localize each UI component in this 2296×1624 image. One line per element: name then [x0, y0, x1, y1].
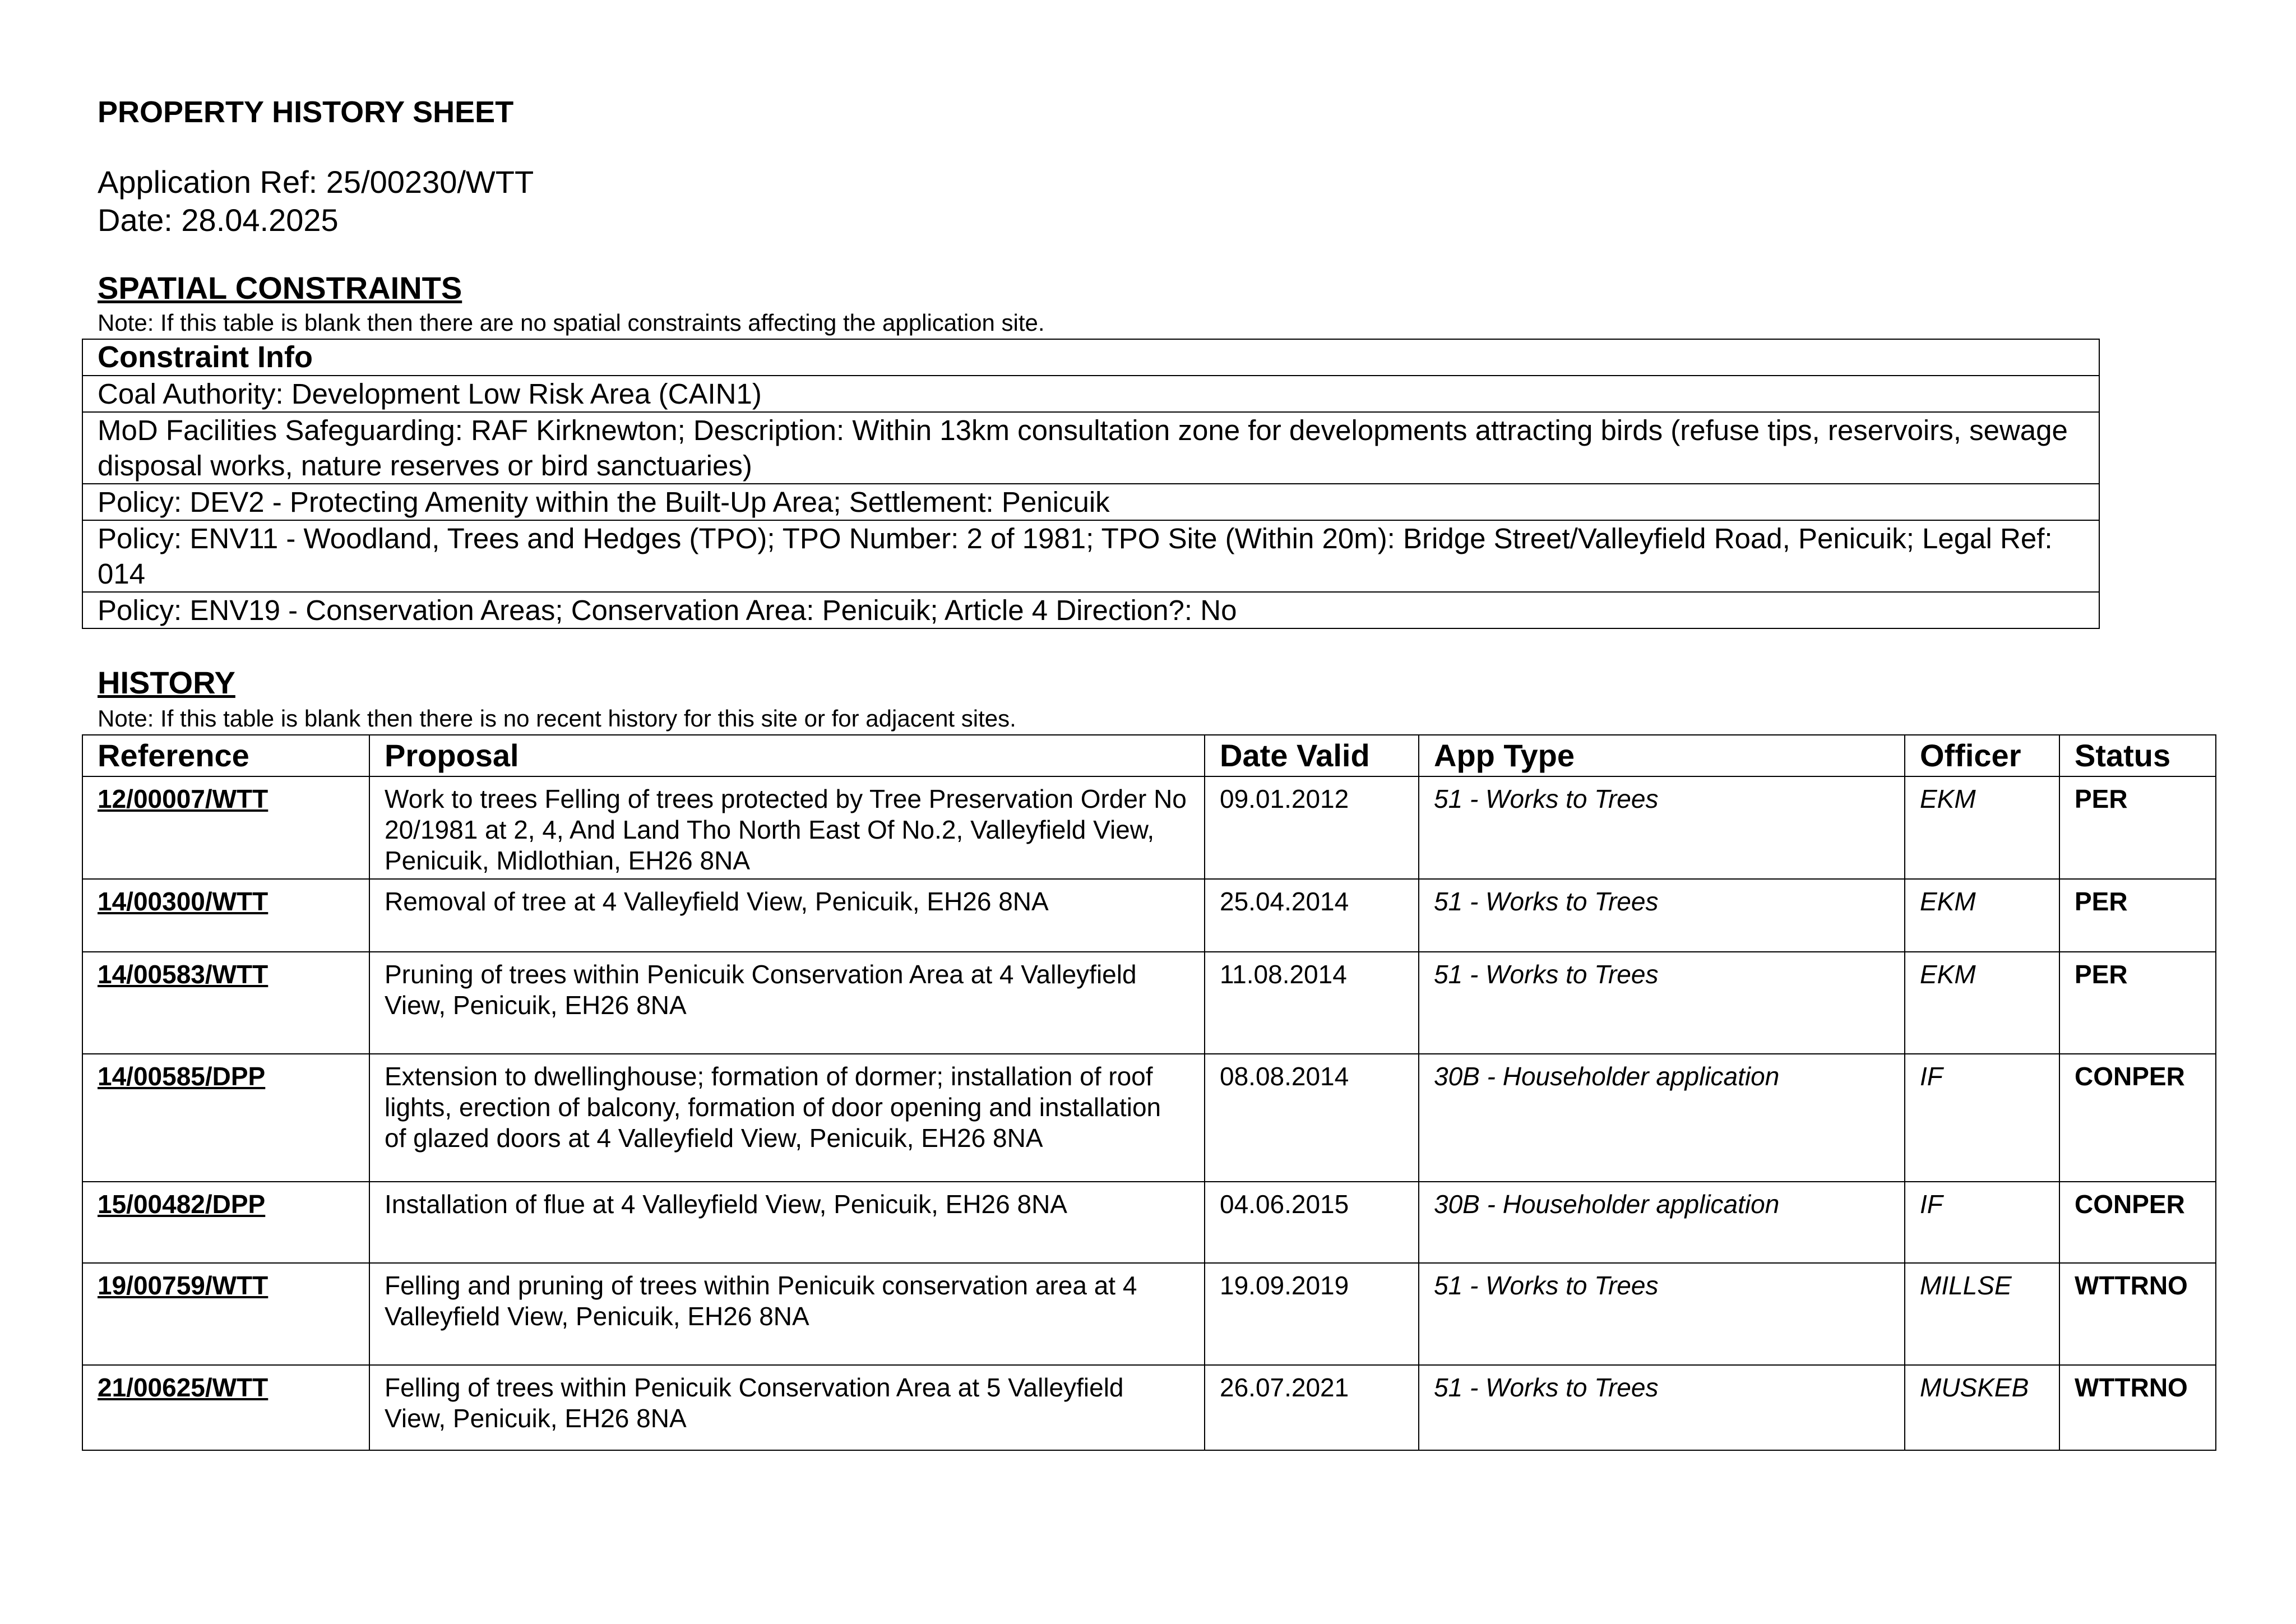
application-ref: Application Ref: 25/00230/WTT: [98, 164, 534, 200]
reference-link[interactable]: 14/00583/WTT: [82, 952, 369, 1054]
status-cell: WTTRNO: [2059, 1365, 2216, 1450]
table-row: [82, 879, 2216, 952]
reference-link[interactable]: 21/00625/WTT: [82, 1365, 369, 1450]
date-valid-cell: 26.07.2021: [1205, 1365, 1419, 1450]
proposal-cell: Extension to dwellinghouse; formation of dormer; installation of roof lights, erection of balcony, formation of door opening and installation of glazed doors at 4 Valleyfield View, Penicuik, EH26 8NA: [369, 1054, 1205, 1182]
proposal-cell: Felling and pruning of trees within Penicuik conservation area at 4 Valleyfield View, Penicuik, EH26 8NA: [369, 1263, 1205, 1365]
app-type-cell: 30B - Householder application: [1419, 1054, 1905, 1182]
proposal-cell: Pruning of trees within Penicuik Conservation Area at 4 Valleyfield View, Penicuik, EH26 8NA: [369, 952, 1205, 1054]
history-note: Note: If this table is blank then there is no recent history for this site or for adjacent sites.: [98, 705, 1016, 732]
date-valid-cell: 08.08.2014: [1205, 1054, 1419, 1182]
spatial-constraints-heading: SPATIAL CONSTRAINTS: [98, 270, 462, 306]
proposal-cell: Installation of flue at 4 Valleyfield View, Penicuik, EH26 8NA: [369, 1182, 1205, 1263]
status-cell: CONPER: [2059, 1182, 2216, 1263]
constraint-info-header: Constraint Info: [82, 339, 2099, 376]
constraint-row: [82, 484, 2099, 520]
table-row: [82, 1054, 2216, 1182]
constraint-row: [82, 520, 2099, 592]
app-type-cell: 51 - Works to Trees: [1419, 1263, 1905, 1365]
constraint-row: [82, 376, 2099, 412]
constraint-row: [82, 412, 2099, 484]
column-header-officer: Officer: [1905, 735, 2059, 776]
status-cell: CONPER: [2059, 1054, 2216, 1182]
officer-cell: EKM: [1905, 952, 2059, 1054]
column-header-reference: Reference: [82, 735, 369, 776]
proposal-cell: Removal of tree at 4 Valleyfield View, Penicuik, EH26 8NA: [369, 879, 1205, 952]
table-row: [82, 1365, 2216, 1450]
column-header-proposal: Proposal: [369, 735, 1205, 776]
date-valid-cell: 19.09.2019: [1205, 1263, 1419, 1365]
reference-link[interactable]: 15/00482/DPP: [82, 1182, 369, 1263]
app-type-cell: 51 - Works to Trees: [1419, 776, 1905, 879]
officer-cell: MUSKEB: [1905, 1365, 2059, 1450]
constraint-cell: Policy: ENV19 - Conservation Areas; Conservation Area: Penicuik; Article 4 Direction?: No: [82, 592, 2099, 628]
proposal-cell: Felling of trees within Penicuik Conservation Area at 5 Valleyfield View, Penicuik, EH26 8NA: [369, 1365, 1205, 1450]
spatial-constraints-table: [82, 339, 2100, 629]
date-valid-cell: 25.04.2014: [1205, 879, 1419, 952]
constraints-header-row: [82, 339, 2099, 376]
reference-link[interactable]: 14/00300/WTT: [82, 879, 369, 952]
reference-link[interactable]: 14/00585/DPP: [82, 1054, 369, 1182]
table-row: [82, 1182, 2216, 1263]
status-cell: PER: [2059, 952, 2216, 1054]
table-row: [82, 776, 2216, 879]
officer-cell: EKM: [1905, 776, 2059, 879]
reference-link[interactable]: 12/00007/WTT: [82, 776, 369, 879]
spatial-constraints-note: Note: If this table is blank then there are no spatial constraints affecting the application site.: [98, 309, 1045, 336]
date-valid-cell: 11.08.2014: [1205, 952, 1419, 1054]
officer-cell: EKM: [1905, 879, 2059, 952]
status-cell: WTTRNO: [2059, 1263, 2216, 1365]
date-valid-cell: 09.01.2012: [1205, 776, 1419, 879]
page-title: PROPERTY HISTORY SHEET: [98, 95, 514, 129]
officer-cell: IF: [1905, 1182, 2059, 1263]
history-header-row: [82, 735, 2216, 776]
app-type-cell: 51 - Works to Trees: [1419, 1365, 1905, 1450]
proposal-cell: Work to trees Felling of trees protected by Tree Preservation Order No 20/1981 at 2, 4, And Land Tho North East Of No.2, Valleyfield View, Penicuik, Midlothian, EH26 8NA: [369, 776, 1205, 879]
column-header-app-type: App Type: [1419, 735, 1905, 776]
history-table: [82, 734, 2216, 1451]
app-type-cell: 30B - Householder application: [1419, 1182, 1905, 1263]
officer-cell: IF: [1905, 1054, 2059, 1182]
officer-cell: MILLSE: [1905, 1263, 2059, 1365]
app-type-cell: 51 - Works to Trees: [1419, 952, 1905, 1054]
date-valid-cell: 04.06.2015: [1205, 1182, 1419, 1263]
reference-link[interactable]: 19/00759/WTT: [82, 1263, 369, 1365]
app-type-cell: 51 - Works to Trees: [1419, 879, 1905, 952]
status-cell: PER: [2059, 879, 2216, 952]
constraint-cell: Policy: ENV11 - Woodland, Trees and Hedges (TPO); TPO Number: 2 of 1981; TPO Site (Within 20m): Bridge Street/Valleyfield Road, Penicuik; Legal Ref: 014: [82, 520, 2099, 592]
column-header-date-valid: Date Valid: [1205, 735, 1419, 776]
status-cell: PER: [2059, 776, 2216, 879]
table-row: [82, 952, 2216, 1054]
table-row: [82, 1263, 2216, 1365]
application-date: Date: 28.04.2025: [98, 202, 339, 238]
constraint-row: [82, 592, 2099, 628]
column-header-status: Status: [2059, 735, 2216, 776]
constraint-cell: MoD Facilities Safeguarding: RAF Kirknewton; Description: Within 13km consultation zone for developments attracting birds (refuse tips, reservoirs, sewage disposal works, nature reserves or bird sanctuaries): [82, 412, 2099, 484]
constraint-cell: Coal Authority: Development Low Risk Area (CAIN1): [82, 376, 2099, 412]
history-heading: HISTORY: [98, 665, 235, 700]
constraint-cell: Policy: DEV2 - Protecting Amenity within the Built-Up Area; Settlement: Penicuik: [82, 484, 2099, 520]
